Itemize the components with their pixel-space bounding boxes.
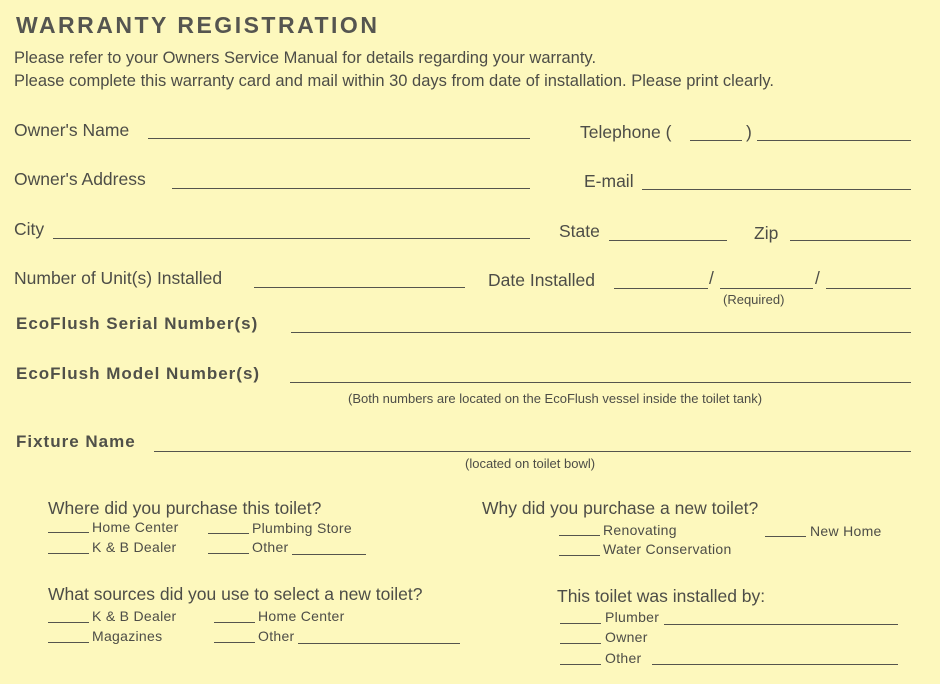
telephone-number-field[interactable] [757, 140, 911, 141]
telephone-area-code-field[interactable] [690, 140, 742, 141]
fixture-name-field[interactable] [154, 451, 911, 452]
date-year-field[interactable] [826, 288, 911, 289]
email-label: E-mail [584, 171, 634, 191]
date-separator-1: / [709, 268, 714, 288]
kb-dealer-option: K & B Dealer [92, 539, 177, 555]
date-installed-label: Date Installed [488, 270, 596, 290]
owner-name-label: Owner's Name [14, 120, 130, 140]
renovating-checkbox[interactable] [559, 535, 600, 536]
model-number-note: (Both numbers are located on the EcoFlush vessel inside the toilet tank) [348, 391, 763, 406]
purchase-reason-question: Why did you purchase a new toilet? [482, 498, 759, 518]
water-conservation-option: Water Conservation [603, 541, 732, 557]
other-place-field[interactable] [292, 554, 366, 555]
sources-other-field[interactable] [298, 643, 460, 644]
sources-home-center-checkbox[interactable] [214, 622, 255, 623]
intro-line-1: Please refer to your Owners Service Manual for details regarding your warranty. [14, 49, 597, 67]
new-home-checkbox[interactable] [765, 536, 806, 537]
sources-other-option: Other [258, 628, 295, 644]
sources-kb-dealer-option: K & B Dealer [92, 608, 177, 624]
plumber-option: Plumber [605, 609, 660, 625]
plumbing-store-checkbox[interactable] [208, 533, 249, 534]
email-field[interactable] [642, 189, 911, 190]
serial-number-label: EcoFlush Serial Number(s) [16, 314, 259, 333]
water-conservation-checkbox[interactable] [559, 555, 600, 556]
sources-magazines-option: Magazines [92, 628, 163, 644]
units-installed-label: Number of Unit(s) Installed [14, 268, 223, 288]
owner-address-field[interactable] [172, 188, 530, 189]
intro-line-2: Please complete this warranty card and mail within 30 days from date of installation. Please print clearly. [14, 72, 774, 90]
sources-other-checkbox[interactable] [214, 642, 255, 643]
date-separator-2: / [815, 268, 820, 288]
date-required-note: (Required) [723, 292, 785, 307]
installer-other-checkbox[interactable] [560, 664, 601, 665]
sources-question: What sources did you use to select a new toilet? [48, 584, 423, 604]
zip-field[interactable] [790, 240, 911, 241]
owner-name-field[interactable] [148, 138, 530, 139]
owner-checkbox[interactable] [560, 643, 601, 644]
date-day-field[interactable] [720, 288, 813, 289]
home-center-checkbox[interactable] [48, 532, 89, 533]
installer-question: This toilet was installed by: [557, 586, 766, 606]
kb-dealer-checkbox[interactable] [48, 553, 89, 554]
sources-kb-dealer-checkbox[interactable] [48, 622, 89, 623]
telephone-close-paren: ) [746, 122, 752, 142]
model-number-label: EcoFlush Model Number(s) [16, 364, 261, 383]
new-home-option: New Home [810, 523, 882, 539]
renovating-option: Renovating [603, 522, 677, 538]
serial-number-field[interactable] [291, 332, 911, 333]
plumber-name-field[interactable] [664, 624, 898, 625]
installer-other-option: Other [605, 650, 642, 666]
date-month-field[interactable] [614, 288, 708, 289]
sources-home-center-option: Home Center [258, 608, 345, 624]
other-place-option: Other [252, 539, 289, 555]
state-label: State [559, 221, 600, 241]
units-installed-field[interactable] [254, 287, 465, 288]
city-label: City [14, 219, 45, 239]
form-title: WARRANTY REGISTRATION [16, 12, 380, 38]
zip-label: Zip [754, 223, 779, 243]
plumber-checkbox[interactable] [560, 623, 601, 624]
home-center-option: Home Center [92, 519, 179, 535]
purchase-place-question: Where did you purchase this toilet? [48, 498, 322, 518]
plumbing-store-option: Plumbing Store [252, 520, 352, 536]
fixture-name-label: Fixture Name [16, 432, 136, 451]
telephone-label: Telephone ( [580, 122, 672, 142]
fixture-name-note: (located on toilet bowl) [465, 456, 596, 471]
sources-magazines-checkbox[interactable] [48, 642, 89, 643]
owner-address-label: Owner's Address [14, 169, 146, 189]
installer-other-field[interactable] [652, 664, 898, 665]
model-number-field[interactable] [290, 382, 911, 383]
owner-option: Owner [605, 629, 648, 645]
other-place-checkbox[interactable] [208, 553, 249, 554]
state-field[interactable] [609, 240, 727, 241]
city-field[interactable] [53, 238, 530, 239]
